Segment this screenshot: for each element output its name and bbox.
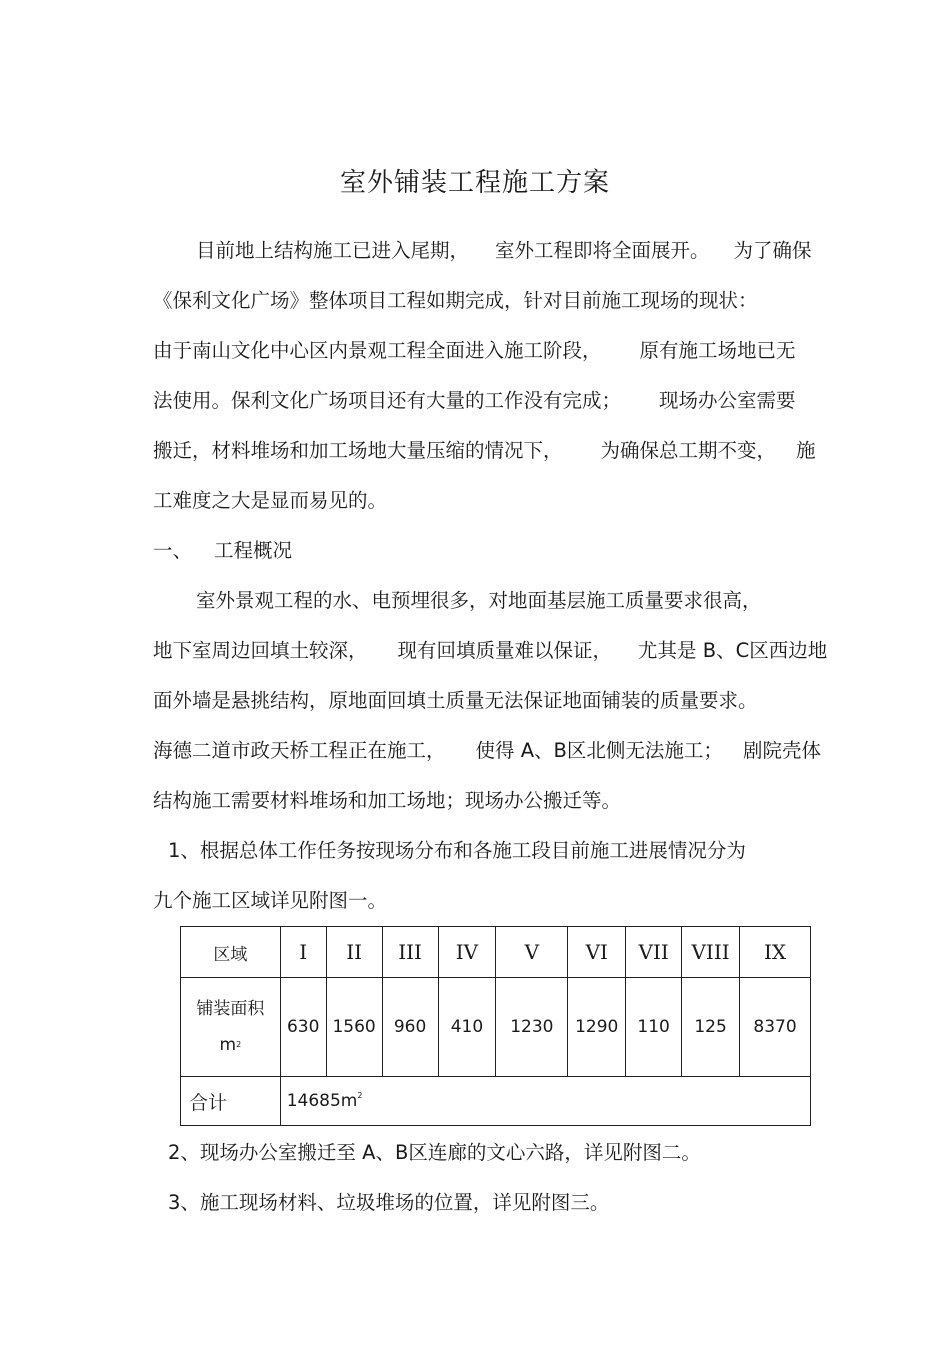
intro-text: 为了确保 bbox=[733, 239, 812, 262]
area-cell: 110 bbox=[626, 978, 682, 1077]
intro-line-4 bbox=[153, 388, 796, 414]
header-label-cell: 区域 bbox=[181, 927, 281, 978]
paragraph-line: 室外景观工程的水、电预埋很多，对地面基层施工质量要求很高， bbox=[196, 589, 762, 612]
intro-text: 原有施工场地已无 bbox=[639, 339, 796, 362]
intro-text: 室外工程即将全面展开。 bbox=[495, 239, 710, 262]
intro-text: 施 bbox=[796, 439, 816, 462]
zone-cell: I bbox=[280, 927, 326, 978]
list-item-1: 1、根据总体工作任务按现场分布和各施工段目前施工进展情况分为 bbox=[168, 839, 746, 862]
paragraph-line: 结构施工需要材料堆场和加工场地；现场办公搬迁等。 bbox=[153, 789, 622, 812]
document-title: 室外铺装工程施工方案 bbox=[339, 168, 610, 198]
table-total-row bbox=[181, 1077, 811, 1126]
area-cell: 1560 bbox=[326, 978, 382, 1077]
table-row bbox=[181, 978, 811, 1077]
paragraph-text: 尤其是 B、C区西边地 bbox=[638, 639, 828, 662]
zone-cell: IV bbox=[438, 927, 496, 978]
intro-text: 搬迁，材料堆场和加工场地大量压缩的情况下， bbox=[153, 439, 563, 462]
area-cell: 125 bbox=[682, 978, 740, 1077]
paragraph-line bbox=[153, 738, 821, 764]
section-title: 工程概况 bbox=[214, 539, 293, 562]
paragraph-text: 海德二道市政天桥工程正在施工， bbox=[153, 739, 446, 762]
intro-text: 为确保总工期不变， bbox=[600, 439, 777, 462]
total-value: 14685m bbox=[286, 1091, 358, 1111]
paragraph-line: 面外墙是悬挑结构，原地面回填土质量无法保证地面铺装的质量要求。 bbox=[153, 689, 758, 712]
area-label-cell bbox=[181, 978, 281, 1077]
area-cell: 8370 bbox=[740, 978, 811, 1077]
intro-text: 由于南山文化中心区内景观工程全面进入施工阶段， bbox=[153, 339, 602, 362]
area-unit bbox=[181, 1031, 280, 1059]
total-value-cell bbox=[280, 1077, 810, 1126]
area-cell: 960 bbox=[382, 978, 438, 1077]
zone-cell: VII bbox=[626, 927, 682, 978]
zone-cell: VIII bbox=[682, 927, 740, 978]
zone-cell: III bbox=[382, 927, 438, 978]
paragraph-text: 使得 A、B区北侧无法施工； bbox=[475, 739, 723, 762]
unit-superscript: 2 bbox=[236, 1040, 242, 1049]
unit-superscript: 2 bbox=[357, 1091, 363, 1100]
intro-text: 目前地上结构施工已进入尾期， bbox=[196, 239, 470, 262]
zone-cell: II bbox=[326, 927, 382, 978]
area-cell: 1230 bbox=[496, 978, 568, 1077]
intro-text: 现场办公室需要 bbox=[659, 389, 796, 412]
zone-cell: V bbox=[496, 927, 568, 978]
list-item-3: 3、施工现场材料、垃圾堆场的位置，详见附图三。 bbox=[168, 1191, 610, 1214]
table-header-row bbox=[181, 927, 811, 978]
paragraph-text: 现有回填质量难以保证， bbox=[397, 639, 613, 662]
zone-cell: IX bbox=[740, 927, 811, 978]
paragraph-text: 地下室周边回填土较深， bbox=[153, 639, 368, 662]
intro-line-6: 工难度之大是显而易见的。 bbox=[153, 489, 388, 512]
unit-text: m bbox=[219, 1035, 237, 1055]
intro-text: 法使用。保利文化广场项目还有大量的工作没有完成； bbox=[153, 389, 622, 412]
area-label: 铺装面积 bbox=[196, 999, 265, 1019]
area-table bbox=[180, 926, 811, 1126]
section-heading bbox=[153, 538, 292, 564]
paragraph-text: 剧院壳体 bbox=[742, 739, 821, 762]
section-number: 一、 bbox=[153, 539, 193, 562]
intro-line-1 bbox=[196, 238, 812, 264]
intro-line-3 bbox=[153, 338, 796, 364]
intro-line-2: 《保利文化广场》整体项目工程如期完成，针对目前施工现场的现状： bbox=[153, 289, 758, 312]
list-item-1-continued: 九个施工区域详见附图一。 bbox=[153, 889, 388, 912]
area-cell: 630 bbox=[280, 978, 326, 1077]
intro-line-5 bbox=[153, 438, 816, 464]
zone-cell: VI bbox=[568, 927, 626, 978]
total-label-cell: 合计 bbox=[181, 1077, 281, 1126]
paragraph-line bbox=[153, 638, 827, 664]
list-item-2: 2、现场办公室搬迁至 A、B区连廊的文心六路，详见附图二。 bbox=[168, 1141, 701, 1164]
area-cell: 410 bbox=[438, 978, 496, 1077]
area-cell: 1290 bbox=[568, 978, 626, 1077]
